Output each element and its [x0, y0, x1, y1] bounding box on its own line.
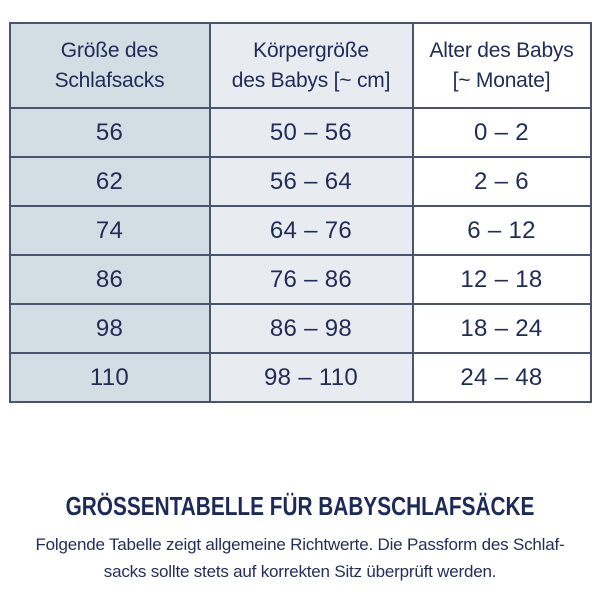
header-line: Alter des Babys [429, 38, 574, 62]
table-row [10, 206, 591, 255]
table-row [10, 353, 591, 402]
table-row [10, 157, 591, 206]
cell-age: 24 – 48 [413, 353, 591, 402]
cell-age: 18 – 24 [413, 304, 591, 353]
cell-age: 2 – 6 [413, 157, 591, 206]
header-cell-baby-age [413, 23, 591, 108]
footer-caption [0, 531, 600, 585]
cell-height: 76 – 86 [210, 255, 413, 304]
footer-caption-line-1: Folgende Tabelle zeigt allgemeine Richtwerte. Die Passform des Schlaf- [35, 535, 565, 554]
header-line: Schlafsacks [54, 68, 165, 92]
cell-height: 56 – 64 [210, 157, 413, 206]
cell-age: 12 – 18 [413, 255, 591, 304]
cell-height: 50 – 56 [210, 108, 413, 157]
cell-height: 64 – 76 [210, 206, 413, 255]
cell-age: 0 – 2 [413, 108, 591, 157]
header-line: [~ Monate] [452, 68, 551, 92]
header-cell-body-height [210, 23, 413, 108]
page-title: GRÖSSENTABELLE FÜR BABYSCHLAFSÄCKE [65, 491, 535, 521]
cell-size: 56 [10, 108, 210, 157]
table-row [10, 304, 591, 353]
size-table [9, 22, 592, 403]
cell-size: 74 [10, 206, 210, 255]
header-line: des Babys [~ cm] [231, 68, 391, 92]
cell-size: 62 [10, 157, 210, 206]
cell-height: 98 – 110 [210, 353, 413, 402]
cell-size: 98 [10, 304, 210, 353]
header-cell-sleeping-bag-size [10, 23, 210, 108]
header-line: Größe des [60, 38, 159, 62]
footer-caption-line-2: sacks sollte stets auf korrekten Sitz überprüft werden. [103, 562, 497, 581]
cell-size: 110 [10, 353, 210, 402]
table-row [10, 255, 591, 304]
cell-age: 6 – 12 [413, 206, 591, 255]
cell-size: 86 [10, 255, 210, 304]
header-row [10, 23, 591, 108]
table-row [10, 108, 591, 157]
footer-section [0, 491, 600, 585]
cell-height: 86 – 98 [210, 304, 413, 353]
header-line: Körpergröße [253, 38, 369, 62]
